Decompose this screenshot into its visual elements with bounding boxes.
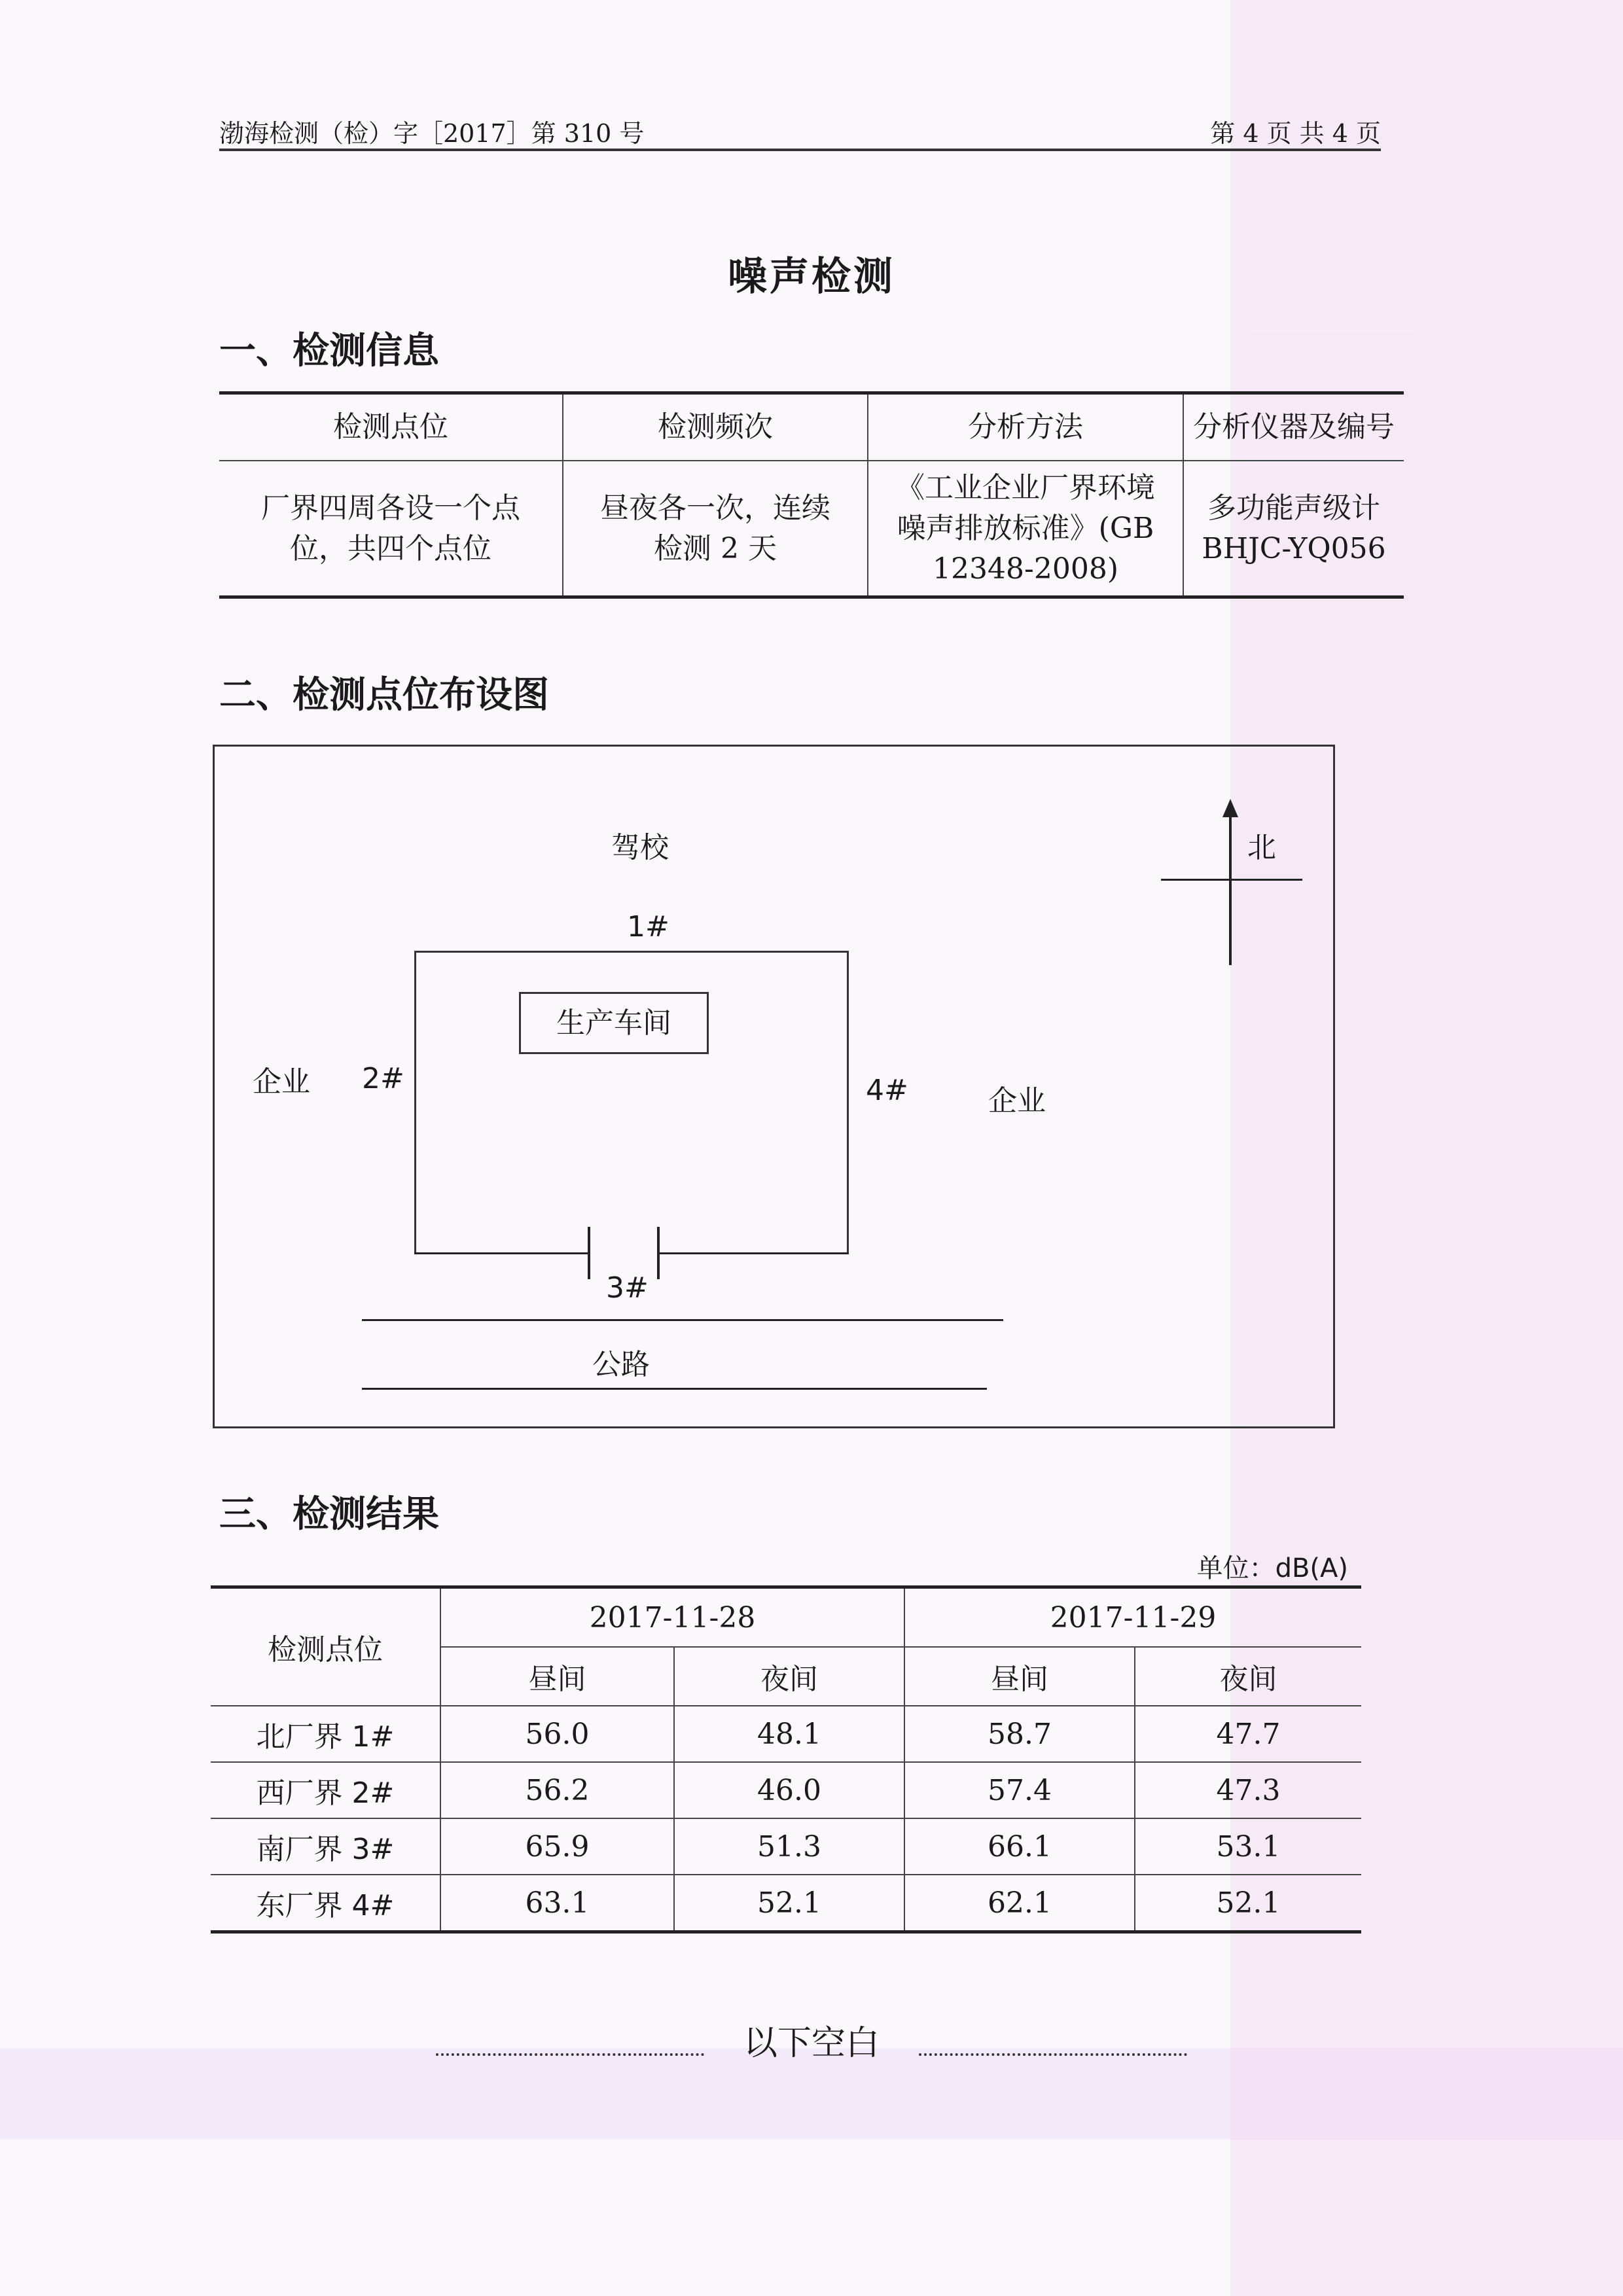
point-cell: 南厂界 3# <box>211 1818 440 1875</box>
value-cell: 52.1 <box>674 1875 904 1932</box>
value-cell: 48.1 <box>674 1706 904 1762</box>
table-row <box>211 1762 1361 1818</box>
point-cell: 北厂界 1# <box>211 1706 440 1762</box>
page-title: 噪声检测 <box>728 254 895 300</box>
instrument-number: BHJC-YQ056 <box>1202 531 1386 565</box>
road-line-north <box>362 1319 1003 1321</box>
page-number: 第 4 页 共 4 页 <box>1210 119 1381 148</box>
workshop-box <box>519 992 709 1054</box>
dotted-line-right <box>919 2053 1187 2056</box>
table-header-row <box>211 1587 1361 1648</box>
factory-boundary-south-right <box>660 1252 849 1254</box>
method-cell: 《工业企业厂界环境噪声排放标准》(GB 12348-2008) <box>868 461 1183 597</box>
value-cell: 51.3 <box>674 1818 904 1875</box>
table-row <box>211 1818 1361 1875</box>
value-cell: 47.3 <box>1135 1762 1361 1818</box>
date-header: 2017-11-28 <box>440 1587 904 1648</box>
value-cell: 63.1 <box>440 1875 674 1932</box>
table-header-row <box>219 393 1404 461</box>
layout-diagram <box>213 745 1335 1428</box>
header-cell: 检测点位 <box>219 393 563 461</box>
point-cell: 厂界四周各设一个点位，共四个点位 <box>219 461 563 597</box>
end-text: 以下空白 <box>743 2024 880 2063</box>
enterprise-west-label: 企业 <box>253 1065 310 1099</box>
value-cell: 56.2 <box>440 1762 674 1818</box>
night-header: 夜间 <box>674 1647 904 1706</box>
header-cell: 检测频次 <box>563 393 868 461</box>
value-cell: 65.9 <box>440 1818 674 1875</box>
day-header: 昼间 <box>904 1647 1135 1706</box>
result-table <box>211 1585 1361 1934</box>
north-arrow-shaft <box>1229 805 1232 965</box>
night-header: 夜间 <box>1135 1647 1361 1706</box>
north-cross-line <box>1161 879 1302 881</box>
workshop-label: 生产车间 <box>556 1006 671 1040</box>
table-row <box>211 1875 1361 1932</box>
date-header: 2017-11-29 <box>904 1587 1361 1648</box>
gate-post-left <box>588 1227 590 1279</box>
value-cell: 62.1 <box>904 1875 1135 1932</box>
gate-post-right <box>657 1227 660 1279</box>
point-3-label: 3# <box>606 1271 649 1305</box>
day-header: 昼间 <box>440 1647 674 1706</box>
point-cell: 西厂界 2# <box>211 1762 440 1818</box>
table-row <box>211 1706 1361 1762</box>
factory-boundary-south-left <box>414 1252 588 1254</box>
value-cell: 46.0 <box>674 1762 904 1818</box>
point-1-label: 1# <box>627 910 669 944</box>
dotted-line-left <box>436 2053 704 2056</box>
north-label: 北 <box>1247 831 1276 864</box>
road-label: 公路 <box>592 1348 650 1381</box>
value-cell: 47.7 <box>1135 1706 1361 1762</box>
end-marker <box>0 2015 1623 2064</box>
frequency-cell: 昼夜各一次，连续检测 2 天 <box>563 461 868 597</box>
enterprise-east-label: 企业 <box>988 1084 1046 1118</box>
header-cell: 分析方法 <box>868 393 1183 461</box>
value-cell: 57.4 <box>904 1762 1135 1818</box>
value-cell: 58.7 <box>904 1706 1135 1762</box>
header-cell: 分析仪器及编号 <box>1183 393 1404 461</box>
unit-label: 单位：dB(A) <box>1196 1553 1348 1583</box>
point-cell: 东厂界 4# <box>211 1875 440 1932</box>
road-line-south <box>362 1388 987 1390</box>
point-2-label: 2# <box>362 1062 404 1095</box>
section-heading-result: 三、检测结果 <box>219 1493 439 1536</box>
instrument-cell <box>1183 461 1404 597</box>
driving-school-label: 驾校 <box>611 831 669 864</box>
north-arrow-icon <box>1222 799 1238 817</box>
doc-number: 渤海检测（检）字［2017］第 310 号 <box>219 119 645 148</box>
value-cell: 53.1 <box>1135 1818 1361 1875</box>
instrument-name: 多功能声级计 <box>1207 491 1380 525</box>
table-row <box>219 461 1404 597</box>
page-header <box>219 108 1381 151</box>
value-cell: 56.0 <box>440 1706 674 1762</box>
section-heading-info: 一、检测信息 <box>219 330 439 372</box>
point-4-label: 4# <box>866 1074 908 1107</box>
info-table <box>219 391 1404 599</box>
value-cell: 66.1 <box>904 1818 1135 1875</box>
point-header: 检测点位 <box>211 1587 440 1706</box>
section-heading-layout: 二、检测点位布设图 <box>219 674 549 716</box>
value-cell: 52.1 <box>1135 1875 1361 1932</box>
